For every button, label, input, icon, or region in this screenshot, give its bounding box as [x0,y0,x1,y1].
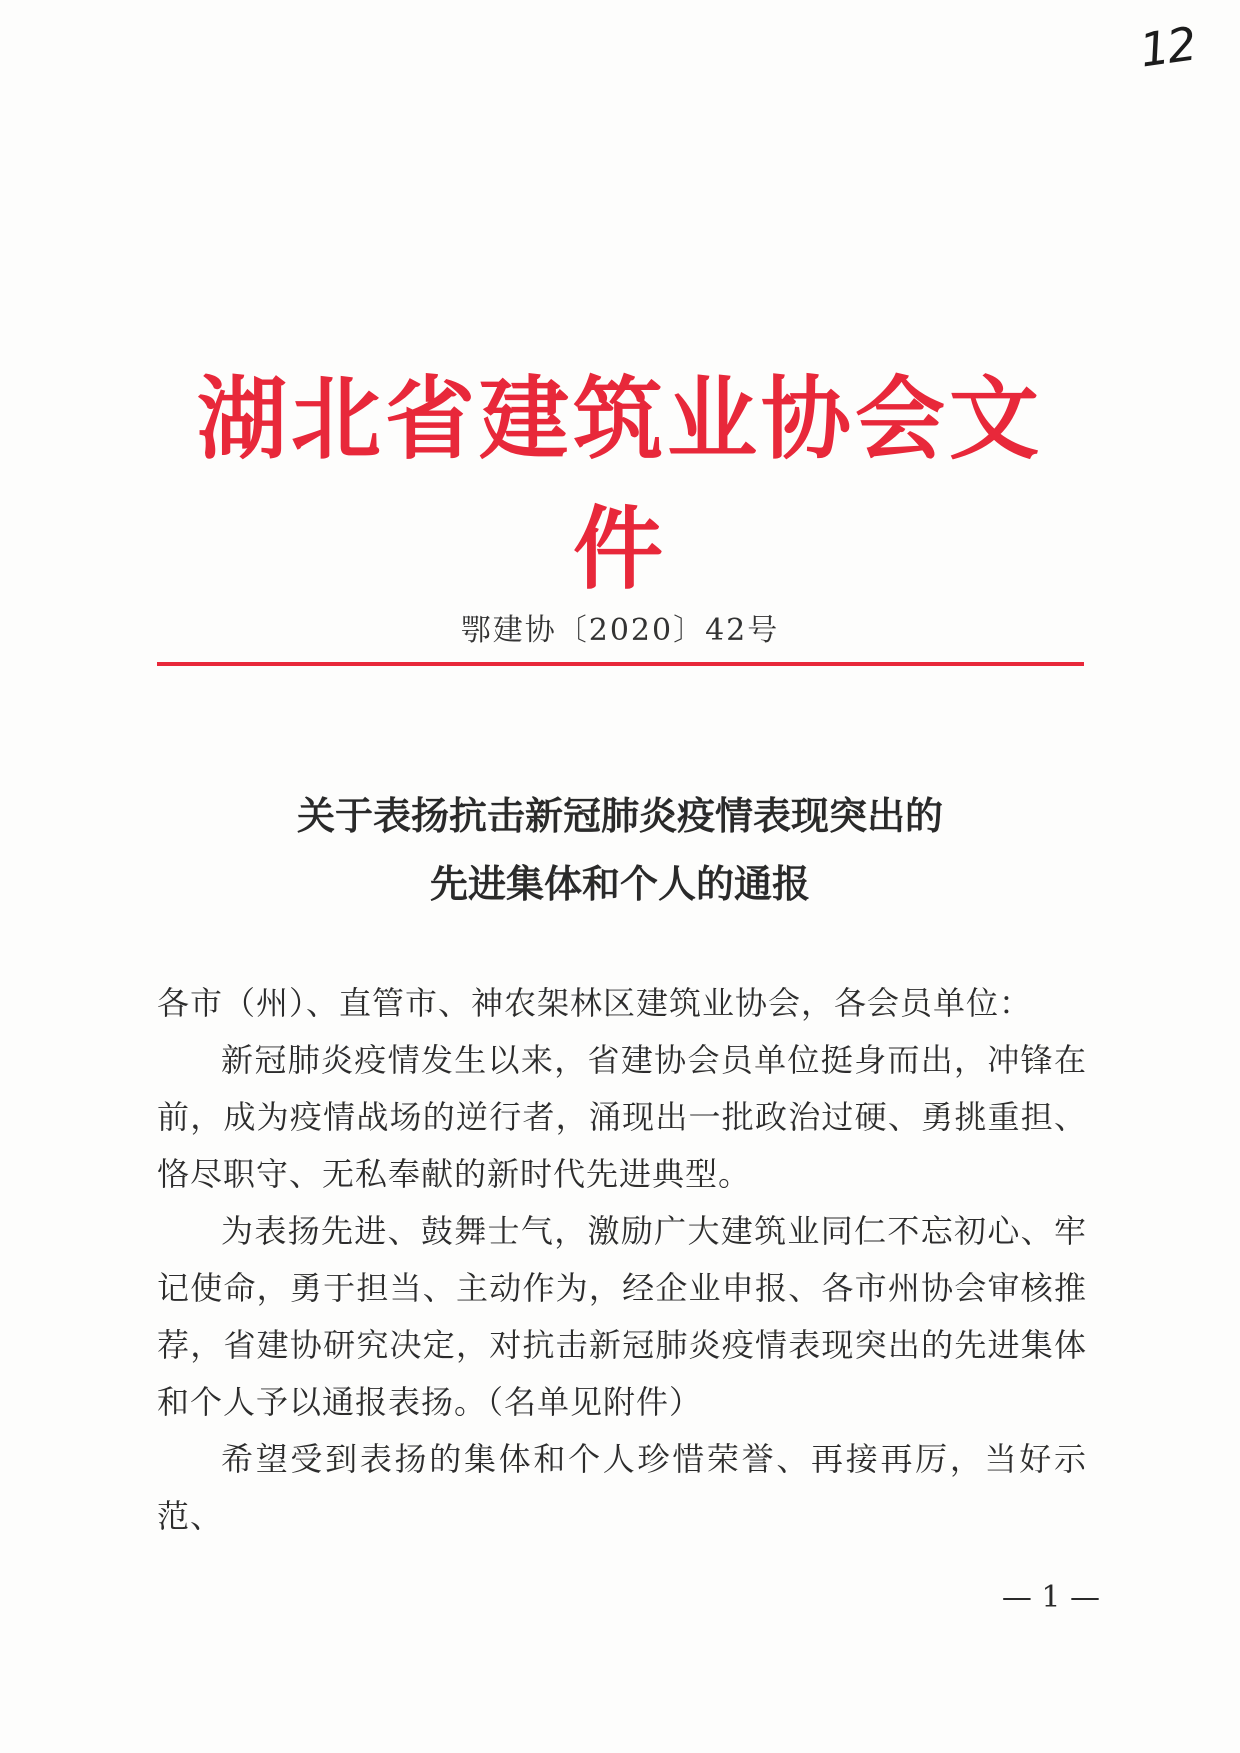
title-line-1: 关于表扬抗击新冠肺炎疫情表现突出的 [296,794,943,838]
body-paragraph: 希望受到表扬的集体和个人珍惜荣誉、再接再厉，当好示范、 [157,1440,1087,1535]
handwritten-page-mark: 12 [1136,16,1199,78]
body-paragraph: 新冠肺炎疫情发生以来，省建协会员单位挺身而出，冲锋在前，成为疫情战场的逆行者，涌现出一批政治过硬、勇挑重担、恪尽职守、无私奉献的新时代先进典型。 [157,1041,1087,1193]
document-title [0,782,1240,918]
document-number: 鄂建协〔2020〕42号 [460,613,780,648]
salutation: 各市（州）、直管市、神农架林区建筑业协会，各会员单位： [157,984,1033,1022]
page-number: — 1 — [1001,1580,1100,1615]
red-separator-line [157,662,1084,666]
document-masthead: 湖北省建筑业协会文件 [197,367,1043,602]
body-paragraph: 为表扬先进、鼓舞士气，激励广大建筑业同仁不忘初心、牢记使命，勇于担当、主动作为，经企业申报、各市州协会审核推荐，省建协研究决定，对抗击新冠肺炎疫情表现突出的先进集体和个人予以通报表扬。（名单见附件） [157,1212,1087,1421]
document-body [157,975,1087,1545]
title-line-2: 先进集体和个人的通报 [429,862,810,906]
